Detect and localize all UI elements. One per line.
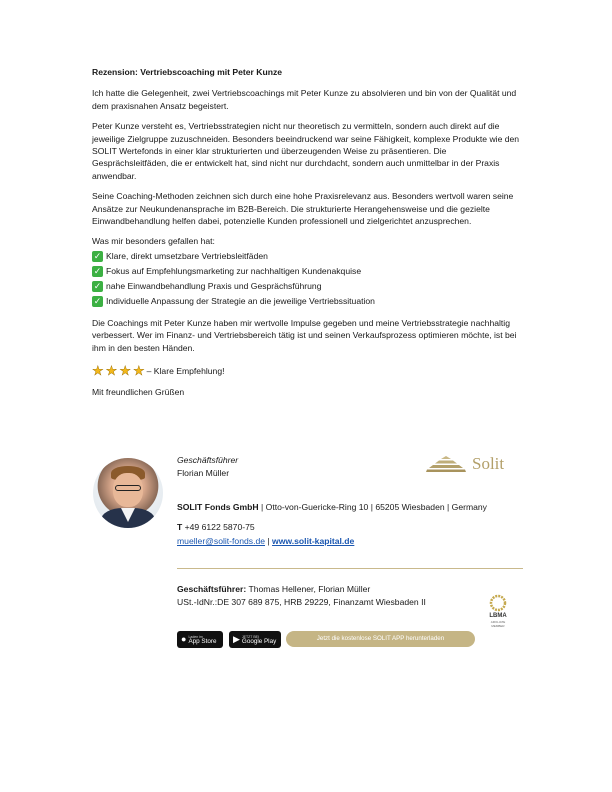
company-line — [177, 501, 487, 513]
play-icon: ▶ — [233, 634, 240, 645]
paragraph-3: Seine Coaching-Methoden zeichnen sich durch eine hohe Praxisrelevanz aus. Besonders wertvoll waren seine Ansätze zur Neukundenansprache im B2B-Bereich. Die strukturierte Herangehensweise und die gezielte Einwandbehandlung helfen dabei, potenzielle Kunden professionell und zielgerichtet anzusprechen. — [92, 191, 514, 227]
lbma-sub: AFFILIATE MEMBER — [490, 620, 506, 628]
paragraph-2: Peter Kunze versteht es, Vertriebsstrategien nicht nur theoretisch zu vermitteln, sondern auch direkt auf die jeweilige Zielgruppe zuzuschneiden. Besonders beeindruckend war seine Fähigkeit, komplexe Produkte wie den SOLIT Wertefonds in einer klar strukturierten und überzeugenden Weise zu präsentieren. Die Gesprächsleitfäden, die er entwickelt hat, sind nicht nur durchdacht, sondern auch unmittelbar in der Praxis anwendbar. — [92, 121, 520, 181]
contact-links — [177, 535, 354, 547]
email-link[interactable]: mueller@solit-fonds.de — [177, 536, 266, 546]
check-icon: ✓ — [93, 265, 102, 276]
star-icon: ★ — [92, 363, 104, 379]
management-label: Geschäftsführer: — [177, 584, 247, 594]
highlights-list — [92, 249, 522, 309]
paragraph-1: Ich hatte die Gelegenheit, zwei Vertriebscoachings mit Peter Kunze zu absolvieren und bin von der Qualität und dem praxisnahen Ansatz begeistert. — [92, 88, 517, 111]
list-item — [92, 264, 522, 279]
list-item — [92, 279, 522, 294]
review-title: Rezension: Vertriebscoaching mit Peter Kunze — [92, 67, 283, 77]
signature-name: Florian Müller — [177, 468, 230, 478]
lbma-label: LBMA — [489, 613, 507, 619]
star-icon: ★ — [119, 363, 131, 379]
ust-line: USt.-IdNr.:DE 307 689 875, HRB 29229, Finanzamt Wiesbaden II — [177, 597, 426, 607]
app-store-small: Laden im — [188, 634, 203, 639]
app-store-label: App Store — [188, 637, 217, 645]
signature-role: Geschäftsführer — [177, 455, 239, 465]
greeting: Mit freundlichen Grüßen — [92, 386, 185, 397]
apple-icon: ● — [181, 634, 187, 645]
company-name: SOLIT Fonds GmbH — [177, 502, 259, 512]
google-play-label: Google Play — [241, 637, 277, 645]
star-rating — [92, 364, 147, 378]
app-store-button[interactable] — [177, 631, 223, 648]
google-play-button[interactable] — [229, 631, 281, 648]
management-line — [177, 583, 370, 595]
phone-line — [177, 521, 255, 533]
link-separator: | — [265, 536, 273, 546]
check-icon: ✓ — [93, 295, 102, 306]
star-icon: ★ — [105, 363, 118, 379]
list-item-text: Fokus auf Empfehlungsmarketing zur nachhaltigen Kundenakquise — [106, 266, 362, 277]
avatar — [93, 458, 163, 528]
list-item-text: Klare, direkt umsetzbare Vertriebsleitfäden — [106, 251, 268, 262]
closing-paragraph: Die Coachings mit Peter Kunze haben mir wertvolle Impulse gegeben und meine Vertriebsstrategie nachhaltig verbessert. Wer im Finanz- und Vertriebsbereich tätig ist und seinen Verkaufsprozess optimieren möchte, ist bei ihm in den besten Händen. — [92, 317, 517, 353]
download-app-button[interactable]: Jetzt die kostenlose SOLIT APP herunterladen — [286, 631, 475, 647]
lbma-icon — [488, 593, 508, 613]
google-play-small: JETZT BEI — [241, 634, 259, 639]
company-address: | Otto-von-Guericke-Ring 10 | 65205 Wiesbaden | Germany — [258, 502, 487, 512]
rating-text: – Klare Empfehlung! — [146, 366, 225, 377]
phone-label: T — [177, 522, 183, 532]
solit-logo — [426, 452, 521, 476]
solit-pyramid-icon — [426, 455, 466, 473]
rating — [92, 364, 522, 378]
list-item-text: nahe Einwandbehandlung Praxis und Gesprächsführung — [106, 281, 322, 292]
logo-text: Solit — [472, 453, 505, 473]
list-intro: Was mir besonders gefallen hat: — [92, 236, 215, 247]
list-item-text: Individuelle Anpassung der Strategie an die jeweilige Vertriebssituation — [106, 296, 375, 307]
website-link[interactable]: www.solit-kapital.de — [272, 536, 355, 546]
lbma-badge — [485, 593, 511, 628]
star-icon: ★ — [132, 363, 145, 379]
list-item — [92, 294, 522, 309]
check-icon: ✓ — [93, 250, 102, 261]
list-item — [92, 249, 522, 264]
phone-number: +49 6122 5870-75 — [182, 522, 255, 532]
review-body — [92, 66, 522, 398]
divider — [177, 568, 523, 569]
check-icon: ✓ — [93, 280, 102, 291]
management-names: Thomas Hellener, Florian Müller — [246, 584, 371, 594]
